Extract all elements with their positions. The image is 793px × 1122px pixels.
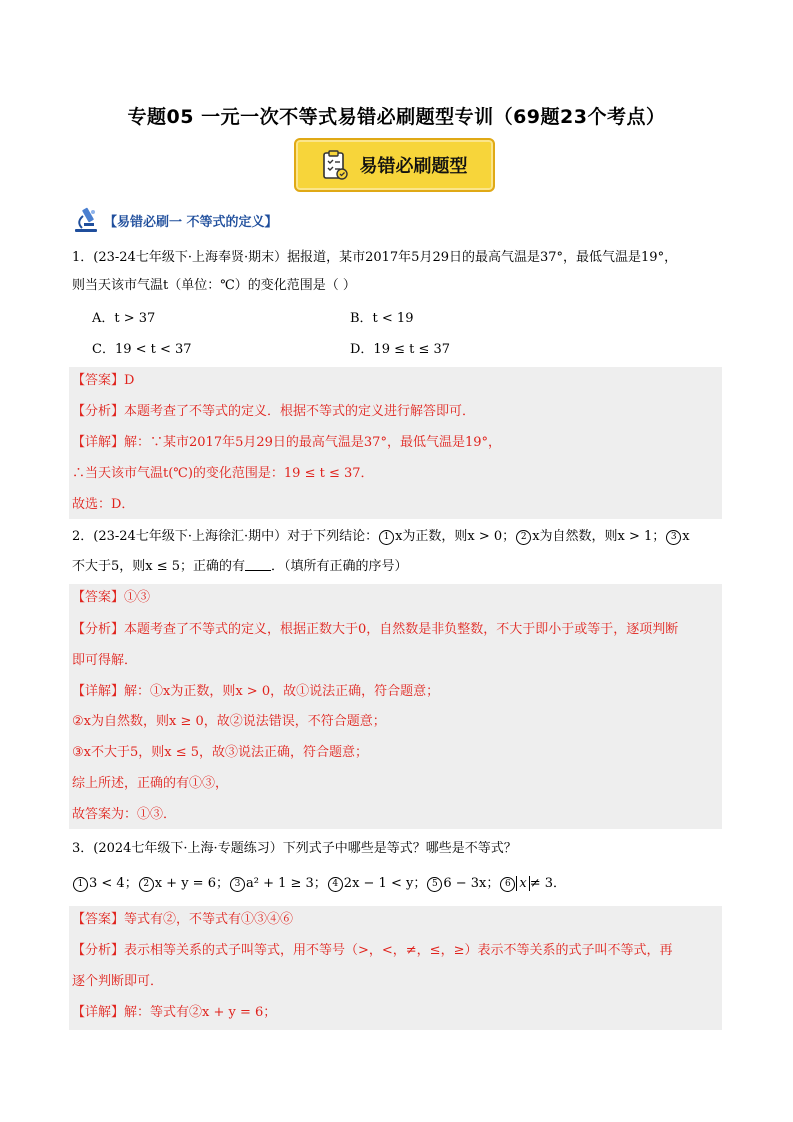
q1-line2: 则当天该市气温t（单位：℃）的变化范围是（ ） [72, 278, 356, 293]
q2-line2-text: 不大于5，则x ≤ 5；正确的有 [72, 559, 246, 574]
microscope-icon [72, 206, 102, 234]
q1-option-b: B．t < 19 [350, 311, 414, 326]
q2-statement-1: x为正数，则x > 0； [395, 529, 516, 544]
circled-3-icon: 3 [666, 530, 681, 545]
section-label: 【易错必刷一 不等式的定义】 [104, 214, 278, 230]
q1-line1: 1．(23-24七年级下·上海奉贤·期末）据报道，某市2017年5月29日的最高气温是37°，最低气温是19°， [72, 250, 678, 265]
circled-3-icon: 3 [230, 877, 245, 892]
circled-5-icon: 5 [427, 877, 442, 892]
circled-2-icon: 2 [516, 530, 531, 545]
badge-label: 易错必刷题型 [359, 156, 468, 177]
q3-expr-3: a² + 1 ≥ 3； [245, 876, 327, 891]
q2-statement-2: x为自然数，则x > 1； [532, 529, 666, 544]
q3-expr-6-rest: ≠ 3． [529, 876, 567, 891]
circled-6-icon: 6 [500, 877, 515, 892]
page-title: 专题05 一元一次不等式易错必刷题型专训（69题23个考点） [127, 106, 666, 128]
q2-answer: 【答案】①③ [72, 590, 151, 605]
q3-expr-6: x [516, 876, 529, 891]
q2-detail-5: 故答案为：①③． [72, 807, 177, 822]
q1-analysis: 【分析】本题考查了不等式的定义．根据不等式的定义进行解答即可． [72, 404, 476, 419]
q2-detail-3: ③x不大于5，则x ≤ 5，故③说法正确，符合题意； [72, 745, 369, 760]
q3-analysis-1: 【分析】表示相等关系的式子叫等式，用不等号（>，<，≠，≤，≥）表示不等关系的式子叫不等式，再 [72, 943, 673, 958]
q2-detail-1: 【详解】解：①x为正数，则x > 0，故①说法正确，符合题意； [72, 684, 440, 699]
q2-line2-hint: ．（填所有正确的序号） [271, 559, 408, 574]
q3-line1: 3．(2024七年级下·上海·专题练习）下列式子中哪些是等式？哪些是不等式？ [72, 841, 517, 856]
q3-detail-1: 【详解】解：等式有②x + y = 6； [72, 1005, 277, 1020]
q3-expr-1: 3 < 4； [89, 876, 138, 891]
circled-4-icon: 4 [328, 877, 343, 892]
q3-analysis-2: 逐个判断即可． [72, 974, 164, 989]
q3-expr-2: x + y = 6； [154, 876, 229, 891]
answer-blank [245, 558, 271, 571]
section-heading [72, 205, 278, 235]
q1-option-c: C．19 < t < 37 [92, 342, 192, 357]
q1-detail-1: 【详解】解：∵某市2017年5月29日的最高气温是37°，最低气温是19°， [72, 435, 501, 450]
q2-detail-4: 综上所述，正确的有①③， [72, 776, 229, 791]
q2-analysis-2: 即可得解． [72, 653, 138, 668]
checklist-icon [322, 150, 348, 180]
circled-1-icon: 1 [73, 877, 88, 892]
q1-detail-2: ∴当天该市气温t(℃)的变化范围是：19 ≤ t ≤ 37． [72, 466, 374, 481]
q2-statement-3: x [682, 529, 690, 544]
q2-line2 [72, 556, 408, 578]
q1-detail-3: 故选：D． [72, 497, 135, 512]
q2-analysis-1: 【分析】本题考查了不等式的定义，根据正数大于0，自然数是非负整数，不大于即小于或等于，逐项判断 [72, 622, 679, 637]
q2-line1 [72, 526, 690, 548]
q1-option-a: A．t > 37 [92, 311, 156, 326]
circled-2-icon: 2 [139, 877, 154, 892]
q3-expressions [72, 873, 566, 895]
q3-answer: 【答案】等式有②，不等式有①③④⑥ [72, 912, 294, 927]
q1-answer: 【答案】D [72, 373, 135, 388]
q3-expr-4: 2x − 1 < y； [343, 876, 427, 891]
q1-option-d: D．19 ≤ t ≤ 37 [350, 342, 451, 357]
q3-expr-5: 6 − 3x； [443, 876, 500, 891]
q2-stem: 2．(23-24七年级下·上海徐汇·期中）对于下列结论： [72, 529, 379, 544]
circled-1-icon: 1 [379, 530, 394, 545]
q2-detail-2: ②x为自然数，则x ≥ 0，故②说法错误，不符合题意； [72, 714, 386, 729]
section-badge [294, 138, 495, 192]
